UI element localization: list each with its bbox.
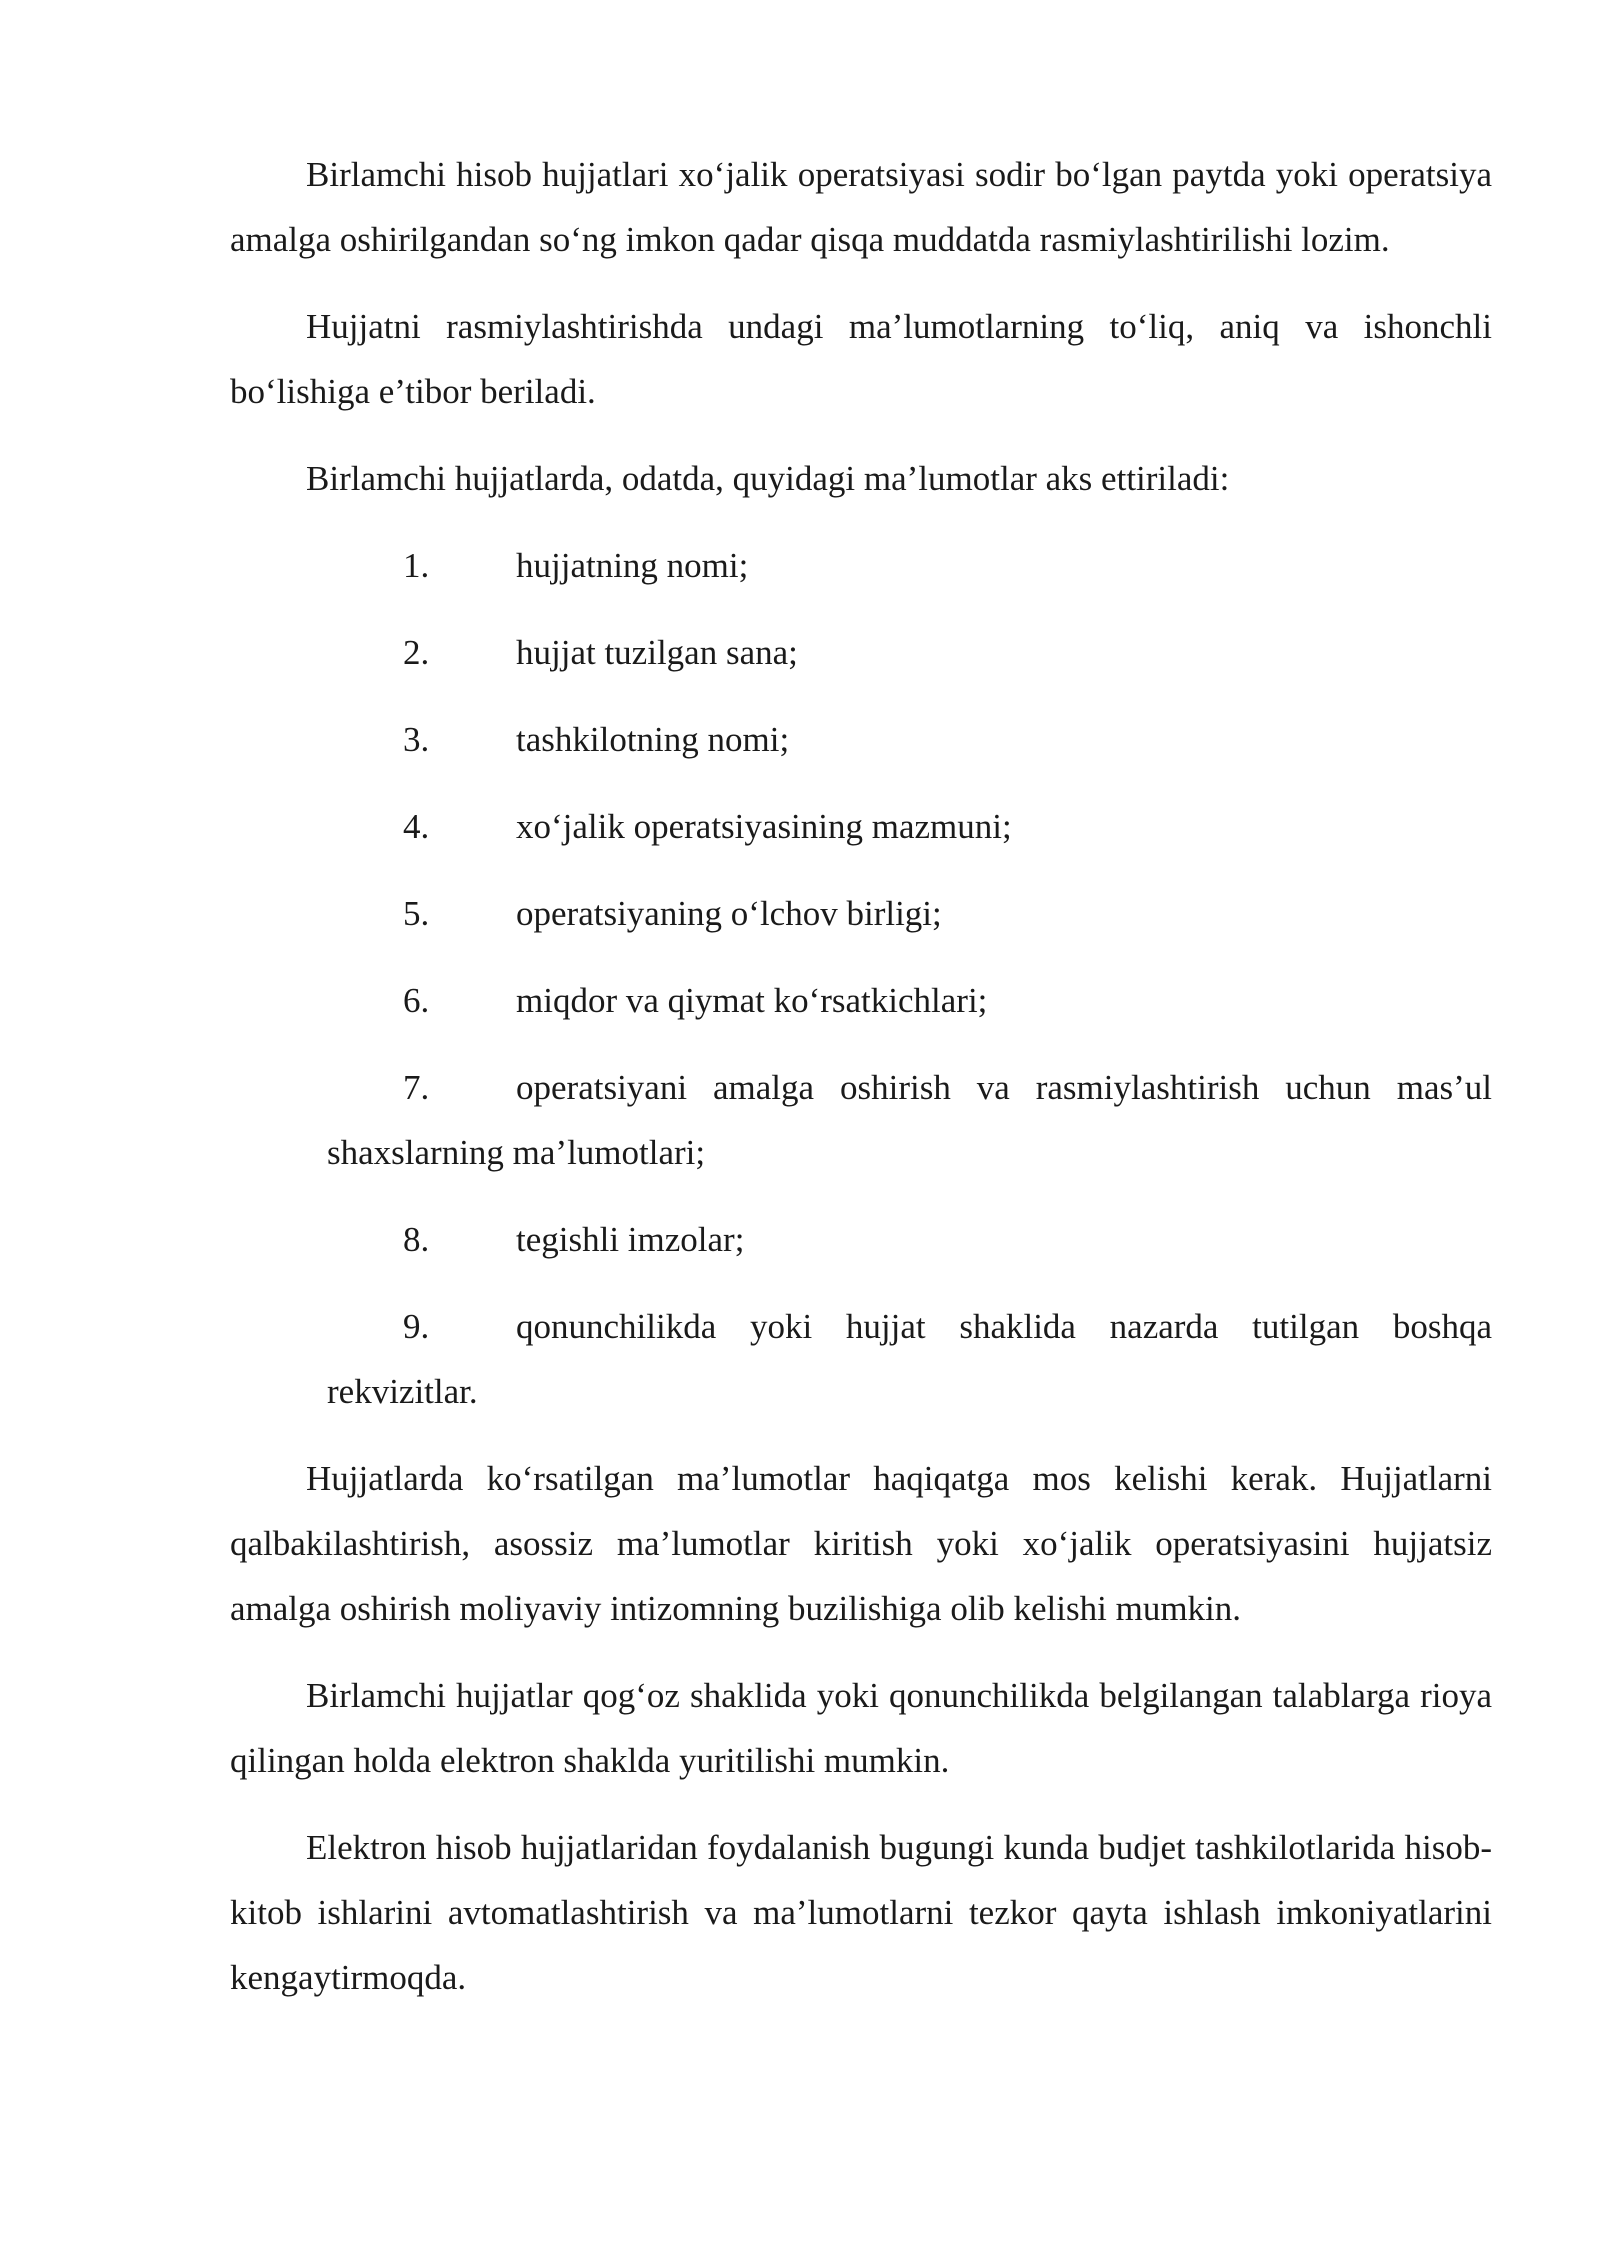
- list-number: 3.: [403, 720, 430, 759]
- list-text: tashkilotning nomi;: [516, 720, 790, 759]
- paragraph: Hujjatlarda ko‘rsatilgan ma’lumotlar haqiqatga mos kelishi kerak. Hujjatlarni qalbakilashtirish, asossiz ma’lumotlar kiritish yoki xo‘jalik operatsiyasini hujjatsiz amalga oshirish moliyaviy intizomning buzilishiga olib kelishi mumkin.: [230, 1459, 1492, 1628]
- paragraph: Birlamchi hujjatlar qog‘oz shaklida yoki qonunchilikda belgilangan talablarga rioya qilingan holda elektron shaklda yuritilishi mumkin.: [230, 1676, 1492, 1780]
- list-text: operatsiyani amalga oshirish va rasmiylashtirish uchun mas’ul shaxslarning ma’lumotlari;: [327, 1068, 1492, 1172]
- list-text: operatsiyaning o‘lchov birligi;: [516, 894, 942, 933]
- list-item: [230, 1294, 1492, 1424]
- document-body: [230, 142, 1492, 2032]
- list-number: 5.: [403, 894, 430, 933]
- list-item: [230, 533, 1492, 598]
- list-text: xo‘jalik operatsiyasining mazmuni;: [516, 807, 1012, 846]
- paragraph: Birlamchi hisob hujjatlari xo‘jalik operatsiyasi sodir bo‘lgan paytda yoki operatsiya amalga oshirilgandan so‘ng imkon qadar qisqa muddatda rasmiylashtirilishi lozim.: [230, 155, 1492, 259]
- list-item: [230, 968, 1492, 1033]
- paragraph: Hujjatni rasmiylashtirishda undagi ma’lumotlarning to‘liq, aniq va ishonchli bo‘lishiga e’tibor beriladi.: [230, 307, 1492, 411]
- list-text: hujjat tuzilgan sana;: [516, 633, 798, 672]
- list-number: 8.: [403, 1220, 430, 1259]
- list-item: [230, 620, 1492, 685]
- list-number: 6.: [403, 981, 430, 1020]
- list-item: [230, 794, 1492, 859]
- list-number: 7.: [403, 1068, 430, 1107]
- list-item: [230, 881, 1492, 946]
- list-number: 9.: [403, 1307, 430, 1346]
- list-number: 4.: [403, 807, 430, 846]
- list-text: tegishli imzolar;: [516, 1220, 745, 1259]
- list-item: [230, 1055, 1492, 1185]
- list-text: hujjatning nomi;: [516, 546, 749, 585]
- list-number: 1.: [403, 546, 430, 585]
- list-number: 2.: [403, 633, 430, 672]
- paragraph: Elektron hisob hujjatlaridan foydalanish bugungi kunda budjet tashkilotlarida hisob-kitob ishlarini avtomatlashtirish va ma’lumotlarni tezkor qayta ishlash imkoniyatlarini kengaytirmoqda.: [230, 1828, 1492, 1997]
- requisites-list: [230, 533, 1492, 1424]
- list-item: [230, 1207, 1492, 1272]
- list-item: [230, 707, 1492, 772]
- list-text: miqdor va qiymat ko‘rsatkichlari;: [516, 981, 988, 1020]
- list-text: qonunchilikda yoki hujjat shaklida nazarda tutilgan boshqa rekvizitlar.: [327, 1307, 1492, 1411]
- paragraph: Birlamchi hujjatlarda, odatda, quyidagi ma’lumotlar aks ettiriladi:: [306, 459, 1230, 498]
